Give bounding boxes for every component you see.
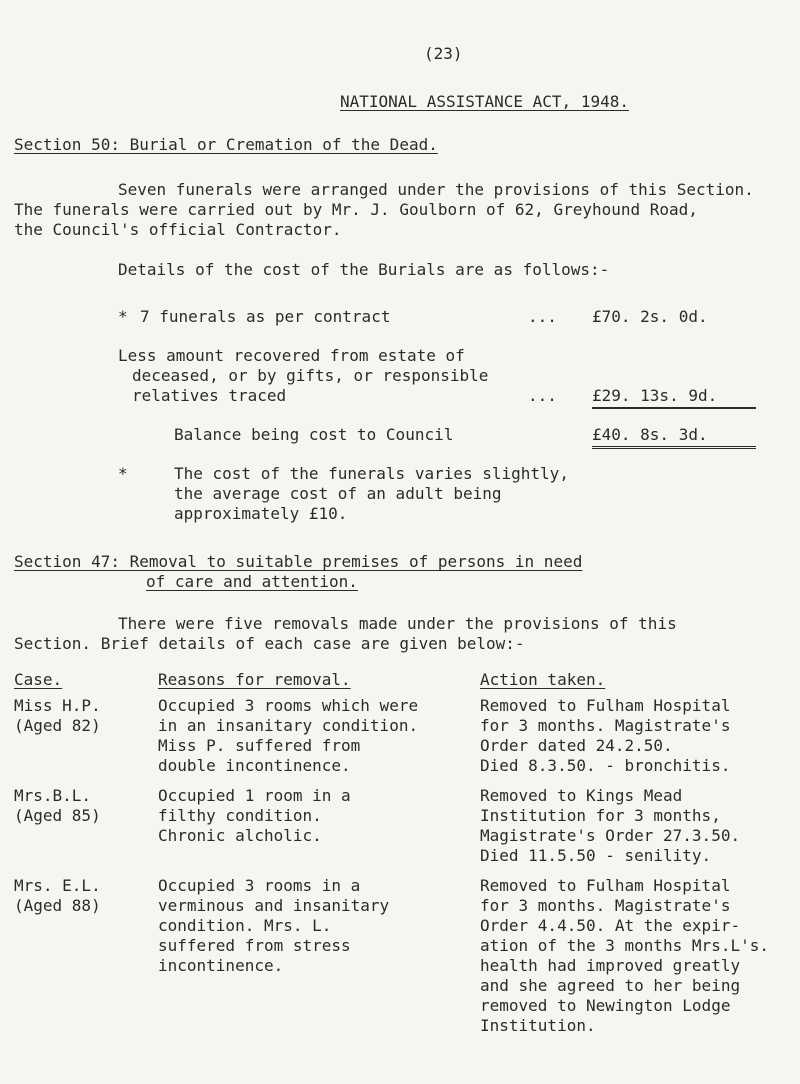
cost-row-balance-label: Balance being cost to Council (174, 425, 454, 444)
reason-line: Occupied 1 room in a (158, 786, 351, 805)
paragraph-line: The funerals were carried out by Mr. J. Goulborn of 62, Greyhound Road, (14, 200, 698, 219)
action-line: and she agreed to her being (480, 976, 741, 995)
reason-line: double incontinence. (158, 756, 351, 775)
section-47-paragraph-line: Section. Brief details of each case are given below:- (14, 634, 525, 653)
action-line: for 3 months. Magistrate's (480, 716, 731, 735)
reason-line: condition. Mrs. L. (158, 916, 332, 935)
cost-details-intro: Details of the cost of the Burials are as follows:- (118, 260, 610, 279)
case-age: (Aged 85) (14, 806, 101, 825)
cost-row-balance-amount: £40. 8s. 3d. (592, 425, 756, 449)
section-47-heading: Section 47: Removal to suitable premises of persons in need (14, 552, 583, 571)
footnote-line: The cost of the funerals varies slightly, (174, 464, 569, 483)
case-action (480, 876, 769, 1036)
column-header-case: Case. (14, 670, 63, 689)
page-number: (23) (424, 44, 463, 63)
reason-line: incontinence. (158, 956, 284, 975)
act-title: NATIONAL ASSISTANCE ACT, 1948. (340, 92, 629, 111)
reason-line: Occupied 3 rooms in a (158, 876, 361, 895)
leader-dots: ... (528, 307, 557, 326)
footnote-text (174, 464, 569, 524)
case-id (14, 786, 101, 826)
label-line: relatives traced (132, 386, 287, 405)
case-age: (Aged 82) (14, 716, 101, 735)
case-reasons (158, 786, 351, 846)
case-reasons (158, 696, 418, 776)
footnote-line: approximately £10. (174, 504, 348, 523)
column-header-reasons: Reasons for removal. (158, 670, 351, 689)
action-line: removed to Newington Lodge (480, 996, 731, 1015)
section-47-heading-continued: of care and attention. (146, 572, 358, 591)
case-name: Mrs. E.L. (14, 876, 101, 895)
section-47-paragraph-line: There were five removals made under the provisions of this (118, 614, 677, 633)
action-line: Order dated 24.2.50. (480, 736, 673, 755)
case-id (14, 696, 101, 736)
cost-row-contract-amount: £70. 2s. 0d. (592, 307, 708, 326)
action-line: Died 8.3.50. - bronchitis. (480, 756, 731, 775)
action-line: Institution. (480, 1016, 596, 1035)
leader-dots: ... (528, 386, 557, 405)
cost-row-recovered-label (118, 346, 488, 406)
label-line: deceased, or by gifts, or responsible (132, 366, 489, 385)
action-line: ation of the 3 months Mrs.L's. (480, 936, 769, 955)
action-line: Magistrate's Order 27.3.50. (480, 826, 741, 845)
action-line: Removed to Fulham Hospital (480, 696, 731, 715)
section-50-heading: Section 50: Burial or Cremation of the Dead. (14, 135, 438, 154)
case-name: Miss H.P. (14, 696, 101, 715)
case-age: (Aged 88) (14, 896, 101, 915)
action-line: Order 4.4.50. At the expir- (480, 916, 741, 935)
action-line: Removed to Kings Mead (480, 786, 683, 805)
reason-line: suffered from stress (158, 936, 351, 955)
reason-line: verminous and insanitary (158, 896, 390, 915)
footnote-marker: * (118, 307, 128, 326)
paragraph-line: the Council's official Contractor. (14, 220, 342, 239)
label-line: Less amount recovered from estate of (118, 346, 465, 365)
reason-line: Chronic alcholic. (158, 826, 322, 845)
reason-line: Occupied 3 rooms which were (158, 696, 419, 715)
action-line: health had improved greatly (480, 956, 741, 975)
action-line: Removed to Fulham Hospital (480, 876, 731, 895)
reason-line: filthy condition. (158, 806, 322, 825)
footnote-marker: * (118, 464, 128, 483)
section-50-paragraph (14, 180, 754, 240)
case-action (480, 786, 740, 866)
case-name: Mrs.B.L. (14, 786, 92, 805)
footnote-line: the average cost of an adult being (174, 484, 502, 503)
cost-row-recovered-amount: £29. 13s. 9d. (592, 386, 756, 409)
case-reasons (158, 876, 389, 976)
column-header-action: Action taken. (480, 670, 606, 689)
cost-row-contract-label: 7 funerals as per contract (140, 307, 391, 326)
paragraph-line: Seven funerals were arranged under the provisions of this Section. (118, 180, 754, 199)
case-id (14, 876, 101, 916)
case-action (480, 696, 730, 776)
action-line: Institution for 3 months, (480, 806, 721, 825)
reason-line: Miss P. suffered from (158, 736, 361, 755)
action-line: for 3 months. Magistrate's (480, 896, 731, 915)
reason-line: in an insanitary condition. (158, 716, 419, 735)
action-line: Died 11.5.50 - senility. (480, 846, 712, 865)
